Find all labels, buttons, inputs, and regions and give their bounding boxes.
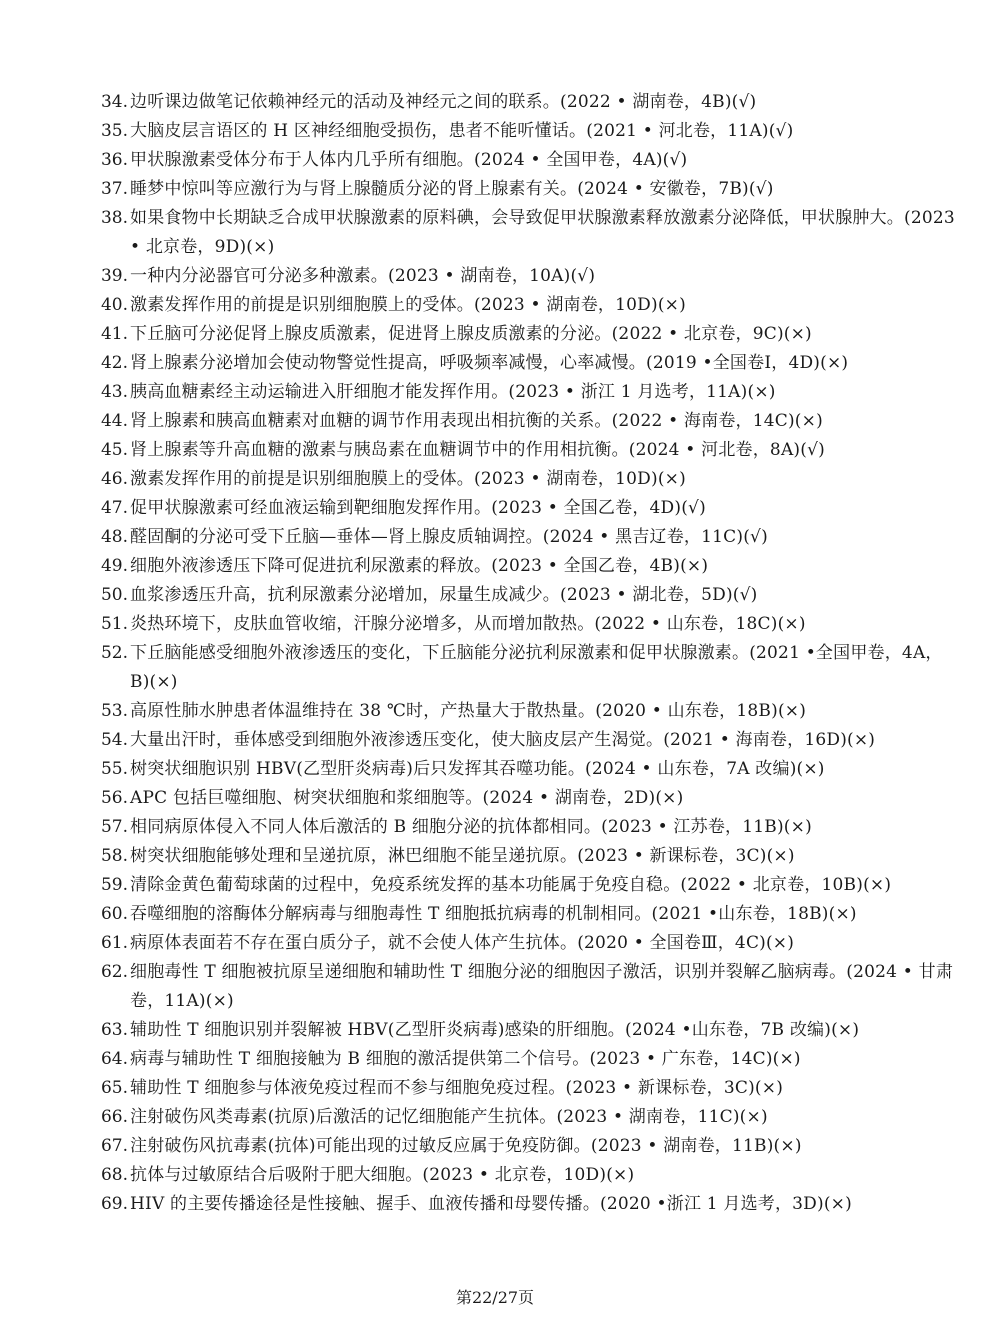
list-item bbox=[92, 726, 960, 755]
item-text: 肾上腺素分泌增加会使动物警觉性提高，呼吸频率减慢，心率减慢。(2019 •全国卷Ⅰ，4D)(×) bbox=[130, 353, 849, 373]
item-text: 吞噬细胞的溶酶体分解病毒与细胞毒性 T 细胞抵抗病毒的机制相同。(2021 •山东卷，18B)(×) bbox=[130, 904, 857, 924]
item-text: 下丘脑能感受细胞外液渗透压的变化，下丘脑能分泌抗利尿激素和促甲状腺激素。(2021 •全国甲卷，4A，B)(×) bbox=[130, 643, 943, 692]
item-number: 34. bbox=[100, 92, 128, 112]
item-text: 甲状腺激素受体分布于人体内几乎所有细胞。(2024 • 全国甲卷，4A)(√) bbox=[130, 150, 688, 170]
item-number: 60. bbox=[100, 904, 128, 924]
item-text: 高原性肺水肿患者体温维持在 38 ℃时，产热量大于散热量。(2020 • 山东卷，18B)(×) bbox=[130, 701, 807, 721]
list-item bbox=[92, 349, 960, 378]
item-text: 辅助性 T 细胞参与体液免疫过程而不参与细胞免疫过程。(2023 • 新课标卷，3C)(×) bbox=[130, 1078, 784, 1098]
list-item bbox=[92, 117, 960, 146]
item-number: 59. bbox=[100, 875, 128, 895]
list-item bbox=[92, 88, 960, 117]
item-number: 63. bbox=[100, 1020, 128, 1040]
list-item bbox=[92, 871, 960, 900]
list-item bbox=[92, 784, 960, 813]
list-item bbox=[92, 610, 960, 639]
item-number: 67. bbox=[100, 1136, 128, 1156]
item-number: 49. bbox=[100, 556, 128, 576]
item-number: 47. bbox=[100, 498, 128, 518]
list-item bbox=[92, 697, 960, 726]
item-number: 42. bbox=[100, 353, 128, 373]
item-text: 抗体与过敏原结合后吸附于肥大细胞。(2023 • 北京卷，10D)(×) bbox=[130, 1165, 635, 1185]
list-item bbox=[92, 1132, 960, 1161]
item-number: 69. bbox=[100, 1194, 128, 1214]
list-item bbox=[92, 146, 960, 175]
item-text: 树突状细胞识别 HBV(乙型肝炎病毒)后只发挥其吞噬功能。(2024 • 山东卷，7A 改编)(×) bbox=[130, 759, 825, 779]
item-number: 56. bbox=[100, 788, 128, 808]
item-number: 46. bbox=[100, 469, 128, 489]
item-text: 细胞外液渗透压下降可促进抗利尿激素的释放。(2023 • 全国乙卷，4B)(×) bbox=[130, 556, 709, 576]
item-number: 38. bbox=[100, 208, 128, 228]
item-number: 52. bbox=[100, 643, 128, 663]
item-number: 41. bbox=[100, 324, 128, 344]
item-number: 40. bbox=[100, 295, 128, 315]
item-number: 62. bbox=[100, 962, 128, 982]
item-number: 58. bbox=[100, 846, 128, 866]
item-text: 注射破伤风类毒素(抗原)后激活的记忆细胞能产生抗体。(2023 • 湖南卷，11C)(×) bbox=[130, 1107, 768, 1127]
item-text: 促甲状腺激素可经血液运输到靶细胞发挥作用。(2023 • 全国乙卷，4D)(√) bbox=[130, 498, 706, 518]
page-number: 第22/27页 bbox=[455, 1288, 535, 1307]
item-text: 胰高血糖素经主动运输进入肝细胞才能发挥作用。(2023 • 浙江 1 月选考，11A)(×) bbox=[130, 382, 776, 402]
item-number: 48. bbox=[100, 527, 128, 547]
item-text: 激素发挥作用的前提是识别细胞膜上的受体。(2023 • 湖南卷，10D)(×) bbox=[130, 469, 686, 489]
list-item bbox=[92, 175, 960, 204]
item-number: 66. bbox=[100, 1107, 128, 1127]
question-list bbox=[92, 88, 960, 1219]
item-number: 68. bbox=[100, 1165, 128, 1185]
list-item bbox=[92, 494, 960, 523]
list-item bbox=[92, 842, 960, 871]
list-item bbox=[92, 755, 960, 784]
list-item bbox=[92, 436, 960, 465]
item-text: 注射破伤风抗毒素(抗体)可能出现的过敏反应属于免疫防御。(2023 • 湖南卷，11B)(×) bbox=[130, 1136, 802, 1156]
list-item bbox=[92, 639, 960, 697]
item-text: 一种内分泌器官可分泌多种激素。(2023 • 湖南卷，10A)(√) bbox=[130, 266, 596, 286]
list-item bbox=[92, 1190, 960, 1219]
list-item bbox=[92, 929, 960, 958]
list-item bbox=[92, 262, 960, 291]
list-item bbox=[92, 407, 960, 436]
item-text: 大脑皮层言语区的 H 区神经细胞受损伤，患者不能听懂话。(2021 • 河北卷，11A)(√) bbox=[130, 121, 794, 141]
item-number: 61. bbox=[100, 933, 128, 953]
item-text: 辅助性 T 细胞识别并裂解被 HBV(乙型肝炎病毒)感染的肝细胞。(2024 •山东卷，7B 改编)(×) bbox=[130, 1020, 860, 1040]
item-text: 激素发挥作用的前提是识别细胞膜上的受体。(2023 • 湖南卷，10D)(×) bbox=[130, 295, 686, 315]
list-item bbox=[92, 320, 960, 349]
item-number: 64. bbox=[100, 1049, 128, 1069]
item-number: 55. bbox=[100, 759, 128, 779]
item-text: 下丘脑可分泌促肾上腺皮质激素，促进肾上腺皮质激素的分泌。(2022 • 北京卷，9C)(×) bbox=[130, 324, 812, 344]
list-item bbox=[92, 1161, 960, 1190]
item-number: 50. bbox=[100, 585, 128, 605]
item-text: HIV 的主要传播途径是性接触、握手、血液传播和母婴传播。(2020 •浙江 1 月选考，3D)(×) bbox=[130, 1194, 852, 1214]
item-text: 炎热环境下，皮肤血管收缩，汗腺分泌增多，从而增加散热。(2022 • 山东卷，18C)(×) bbox=[130, 614, 806, 634]
item-text: 大量出汗时，垂体感受到细胞外液渗透压变化，使大脑皮层产生渴觉。(2021 • 海南卷，16D)(×) bbox=[130, 730, 876, 750]
item-text: 肾上腺素等升高血糖的激素与胰岛素在血糖调节中的作用相抗衡。(2024 • 河北卷，8A)(√) bbox=[130, 440, 825, 460]
item-number: 45. bbox=[100, 440, 128, 460]
list-item bbox=[92, 465, 960, 494]
list-item bbox=[92, 1074, 960, 1103]
item-text: 醛固酮的分泌可受下丘脑—垂体—肾上腺皮质轴调控。(2024 • 黑吉辽卷，11C)(√) bbox=[130, 527, 768, 547]
list-item bbox=[92, 581, 960, 610]
item-number: 65. bbox=[100, 1078, 128, 1098]
item-number: 43. bbox=[100, 382, 128, 402]
item-number: 36. bbox=[100, 150, 128, 170]
item-number: 37. bbox=[100, 179, 128, 199]
list-item bbox=[92, 378, 960, 407]
item-text: 树突状细胞能够处理和呈递抗原，淋巴细胞不能呈递抗原。(2023 • 新课标卷，3C)(×) bbox=[130, 846, 795, 866]
item-text: 睡梦中惊叫等应激行为与肾上腺髓质分泌的肾上腺素有关。(2024 • 安徽卷，7B)(√) bbox=[130, 179, 774, 199]
item-number: 44. bbox=[100, 411, 128, 431]
item-number: 39. bbox=[100, 266, 128, 286]
item-text: 病原体表面若不存在蛋白质分子，就不会使人体产生抗体。(2020 • 全国卷Ⅲ，4C)(×) bbox=[130, 933, 795, 953]
list-item bbox=[92, 523, 960, 552]
list-item bbox=[92, 1016, 960, 1045]
item-text: 边听课边做笔记依赖神经元的活动及神经元之间的联系。(2022 • 湖南卷，4B)(√) bbox=[130, 92, 757, 112]
item-number: 54. bbox=[100, 730, 128, 750]
list-item bbox=[92, 204, 960, 262]
item-number: 51. bbox=[100, 614, 128, 634]
list-item bbox=[92, 813, 960, 842]
item-text: 清除金黄色葡萄球菌的过程中，免疫系统发挥的基本功能属于免疫自稳。(2022 • 北京卷，10B)(×) bbox=[130, 875, 892, 895]
list-item bbox=[92, 958, 960, 1016]
item-text: 肾上腺素和胰高血糖素对血糖的调节作用表现出相抗衡的关系。(2022 • 海南卷，14C)(×) bbox=[130, 411, 823, 431]
item-number: 53. bbox=[100, 701, 128, 721]
item-number: 35. bbox=[100, 121, 128, 141]
list-item bbox=[92, 291, 960, 320]
item-text: 血浆渗透压升高，抗利尿激素分泌增加，尿量生成减少。(2023 • 湖北卷，5D)(√) bbox=[130, 585, 758, 605]
list-item bbox=[92, 552, 960, 581]
list-item bbox=[92, 1103, 960, 1132]
list-item bbox=[92, 1045, 960, 1074]
item-number: 57. bbox=[100, 817, 128, 837]
list-item bbox=[92, 900, 960, 929]
item-text: 细胞毒性 T 细胞被抗原呈递细胞和辅助性 T 细胞分泌的细胞因子激活，识别并裂解乙脑病毒。(2024 • 甘肃卷，11A)(×) bbox=[130, 962, 954, 1011]
item-text: 病毒与辅助性 T 细胞接触为 B 细胞的激活提供第二个信号。(2023 • 广东卷，14C)(×) bbox=[130, 1049, 801, 1069]
item-text: APC 包括巨噬细胞、树突状细胞和浆细胞等。(2024 • 湖南卷，2D)(×) bbox=[130, 788, 684, 808]
item-text: 相同病原体侵入不同人体后激活的 B 细胞分泌的抗体都相同。(2023 • 江苏卷，11B)(×) bbox=[130, 817, 812, 837]
item-text: 如果食物中长期缺乏合成甲状腺激素的原料碘，会导致促甲状腺激素释放激素分泌降低，甲状腺肿大。(2023 • 北京卷，9D)(×) bbox=[130, 208, 955, 257]
